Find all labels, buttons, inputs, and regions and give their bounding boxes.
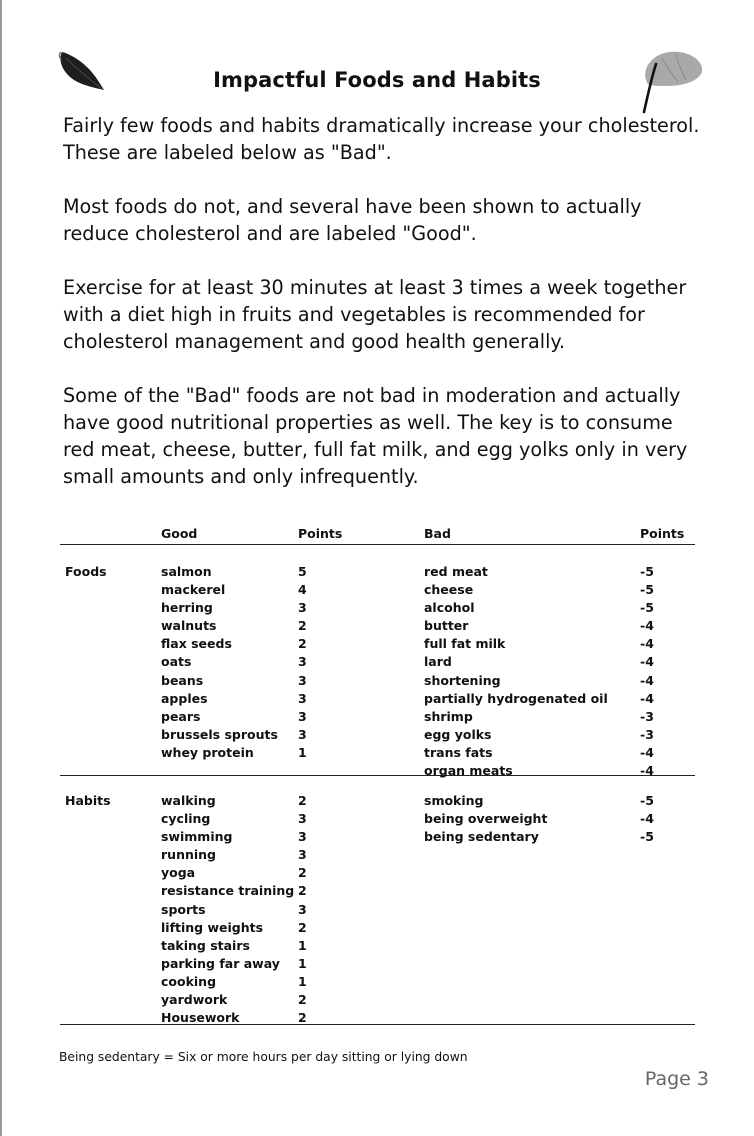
item-name: parking far away xyxy=(161,955,280,971)
item-points: -4 xyxy=(640,763,654,779)
foods-bad-points xyxy=(640,563,654,780)
page-edge xyxy=(0,0,2,1136)
item-points: 3 xyxy=(298,829,307,845)
item-points: -4 xyxy=(640,654,654,670)
item-points: 3 xyxy=(298,901,307,917)
foods-good-points xyxy=(298,563,307,762)
item-name: brussels sprouts xyxy=(161,726,278,742)
item-points: 5 xyxy=(298,564,307,579)
foods-good-names xyxy=(161,563,278,762)
item-name: smoking xyxy=(424,793,484,808)
item-points: 1 xyxy=(298,955,307,971)
item-name: Housework xyxy=(161,1010,240,1026)
item-name: alcohol xyxy=(424,600,475,616)
habits-section xyxy=(60,776,695,1025)
item-points: 3 xyxy=(298,600,307,616)
item-points: -5 xyxy=(640,600,654,616)
item-points: -4 xyxy=(640,618,654,634)
item-name: walnuts xyxy=(161,618,217,634)
item-name: herring xyxy=(161,600,213,616)
foods-section xyxy=(60,545,695,779)
item-points: 2 xyxy=(298,992,307,1008)
item-name: running xyxy=(161,847,216,863)
header-good-points: Points xyxy=(298,526,343,541)
item-points: 4 xyxy=(298,582,307,598)
item-points: 3 xyxy=(298,654,307,670)
item-name: cheese xyxy=(424,582,474,598)
item-name: egg yolks xyxy=(424,726,492,742)
item-points: -5 xyxy=(640,582,654,598)
item-points: 3 xyxy=(298,708,307,724)
item-name: cycling xyxy=(161,811,211,827)
item-name: red meat xyxy=(424,564,488,579)
item-name: taking stairs xyxy=(161,937,250,953)
section-label-habits: Habits xyxy=(65,793,111,808)
item-points: 2 xyxy=(298,919,307,935)
item-name: beans xyxy=(161,672,204,688)
item-name: being sedentary xyxy=(424,829,539,845)
item-name: apples xyxy=(161,690,208,706)
item-points: 2 xyxy=(298,883,307,899)
item-points: -4 xyxy=(640,672,654,688)
item-name: oats xyxy=(161,654,192,670)
intro-paragraph: Fairly few foods and habits dramatically increase your cholesterol. These are labeled below as "Bad". xyxy=(63,114,700,164)
item-points: 3 xyxy=(298,811,307,827)
item-points: 3 xyxy=(298,847,307,863)
item-points: -5 xyxy=(640,829,654,845)
item-name: butter xyxy=(424,618,469,634)
item-points: 3 xyxy=(298,672,307,688)
item-points: -5 xyxy=(640,793,654,808)
item-name: resistance training xyxy=(161,883,295,899)
item-points: -3 xyxy=(640,708,654,724)
item-name: whey protein xyxy=(161,744,254,760)
intro-paragraph: Some of the "Bad" foods are not bad in moderation and actually have good nutritional properties as well. The key is to consume red meat, cheese, butter, full fat milk, and egg yolks only in very small amounts and only infrequently. xyxy=(63,384,688,488)
habits-good-names xyxy=(161,792,294,1027)
habits-bad-points xyxy=(640,792,654,846)
item-points: 2 xyxy=(298,618,307,634)
habits-bad-names xyxy=(424,792,547,846)
item-name: organ meats xyxy=(424,763,513,779)
table-header xyxy=(60,524,695,545)
item-points: 1 xyxy=(298,744,307,760)
item-name: trans fats xyxy=(424,744,493,760)
item-points: 2 xyxy=(298,865,307,881)
item-points: -4 xyxy=(640,690,654,706)
item-name: mackerel xyxy=(161,582,226,598)
item-points: 1 xyxy=(298,973,307,989)
item-points: -4 xyxy=(640,744,654,760)
header-bad-points: Points xyxy=(640,526,685,541)
item-name: partially hydrogenated oil xyxy=(424,690,608,706)
section-label-foods: Foods xyxy=(65,564,107,579)
header-bad: Bad xyxy=(424,526,451,541)
item-name: yoga xyxy=(161,865,196,881)
item-points: 3 xyxy=(298,726,307,742)
footnote: Being sedentary = Six or more hours per day sitting or lying down xyxy=(59,1050,468,1064)
item-name: sports xyxy=(161,901,206,917)
item-points: 2 xyxy=(298,793,307,808)
page-title: Impactful Foods and Habits xyxy=(213,68,541,92)
intro-paragraph: Exercise for at least 30 minutes at least 3 times a week together with a diet high in fruits and vegetables is recommended for cholesterol management and good health generally. xyxy=(63,276,687,353)
item-name: pears xyxy=(161,708,201,724)
item-name: being overweight xyxy=(424,811,548,827)
habits-good-points xyxy=(298,792,307,1027)
intro-paragraph: Most foods do not, and several have been shown to actually reduce cholesterol and are labeled "Good". xyxy=(63,195,642,245)
item-points: -3 xyxy=(640,726,654,742)
item-points: 2 xyxy=(298,1010,307,1026)
item-name: walking xyxy=(161,793,216,808)
item-name: salmon xyxy=(161,564,212,579)
item-points: -5 xyxy=(640,564,654,579)
item-name: shortening xyxy=(424,672,501,688)
item-points: -4 xyxy=(640,636,654,652)
header-good: Good xyxy=(161,526,198,541)
item-name: swimming xyxy=(161,829,233,845)
page-number: Page 3 xyxy=(644,1068,709,1090)
item-name: flax seeds xyxy=(161,636,232,652)
intro-text xyxy=(63,112,723,517)
item-name: full fat milk xyxy=(424,636,506,652)
item-points: 2 xyxy=(298,636,307,652)
points-table xyxy=(60,524,695,1025)
item-name: lard xyxy=(424,654,452,670)
item-points: 1 xyxy=(298,937,307,953)
item-name: cooking xyxy=(161,973,217,989)
item-name: yardwork xyxy=(161,992,228,1008)
item-points: -4 xyxy=(640,811,654,827)
foods-bad-names xyxy=(424,563,608,780)
item-name: lifting weights xyxy=(161,919,264,935)
item-points: 3 xyxy=(298,690,307,706)
item-name: shrimp xyxy=(424,708,473,724)
